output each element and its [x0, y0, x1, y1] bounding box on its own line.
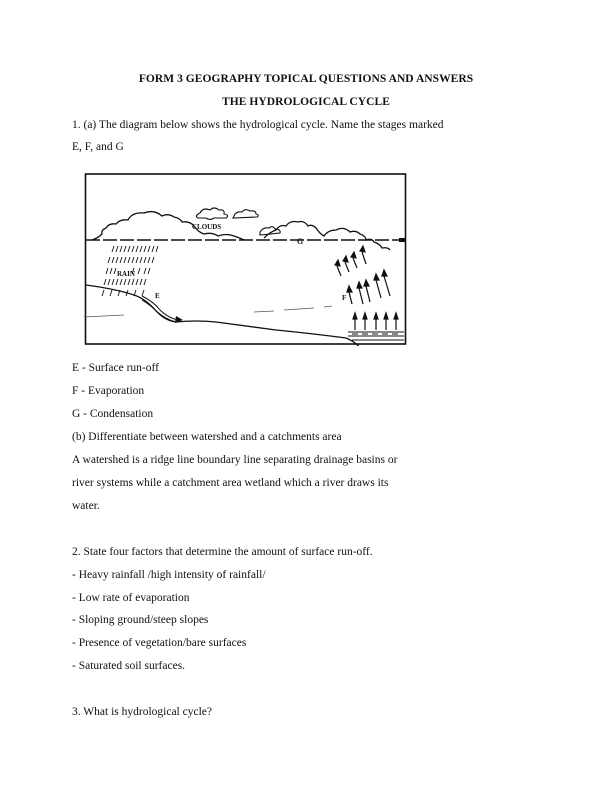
question-2-answer: - Sloping ground/steep slopes: [72, 614, 209, 626]
label-clouds: CLOUDS: [192, 223, 222, 231]
question-1b-answer-line-1: A watershed is a ridge line boundary line separating drainage basins or: [72, 454, 398, 466]
hydrological-cycle-diagram: [84, 172, 408, 346]
answer-g: G - Condensation: [72, 408, 154, 420]
evaporation-arrows-icon: [335, 246, 398, 330]
document-subtitle: THE HYDROLOGICAL CYCLE: [222, 96, 390, 108]
question-1-prompt-line-1: 1. (a) The diagram below shows the hydrological cycle. Name the stages marked: [72, 119, 444, 131]
question-3-prompt: 3. What is hydrological cycle?: [72, 706, 212, 718]
label-rain: RAIN: [117, 270, 135, 278]
small-cloud-icon: [196, 208, 227, 220]
answer-f: F - Evaporation: [72, 385, 145, 397]
question-2-answer: - Presence of vegetation/bare surfaces: [72, 637, 247, 649]
question-2-prompt: 2. State four factors that determine the amount of surface run-off.: [72, 546, 373, 558]
question-2-answer: - Saturated soil surfaces.: [72, 660, 186, 672]
question-1b-answer-line-2: river systems while a catchment area wetland which a river draws its: [72, 477, 389, 489]
question-1-prompt-line-2: E, F, and G: [72, 141, 124, 153]
document-title: FORM 3 GEOGRAPHY TOPICAL QUESTIONS AND ANSWERS: [138, 73, 474, 85]
answer-e: E - Surface run-off: [72, 362, 159, 374]
small-cloud-icon: [233, 210, 258, 218]
label-g: G: [297, 237, 304, 246]
label-e: E: [155, 292, 160, 300]
question-1b-prompt: (b) Differentiate between watershed and a catchments area: [72, 431, 342, 443]
question-1b-answer-line-3: water.: [72, 500, 100, 512]
question-2-answer: - Heavy rainfall /high intensity of rainfall/: [72, 569, 266, 581]
question-2-answer: - Low rate of evaporation: [72, 592, 190, 604]
label-f: F: [342, 294, 347, 302]
